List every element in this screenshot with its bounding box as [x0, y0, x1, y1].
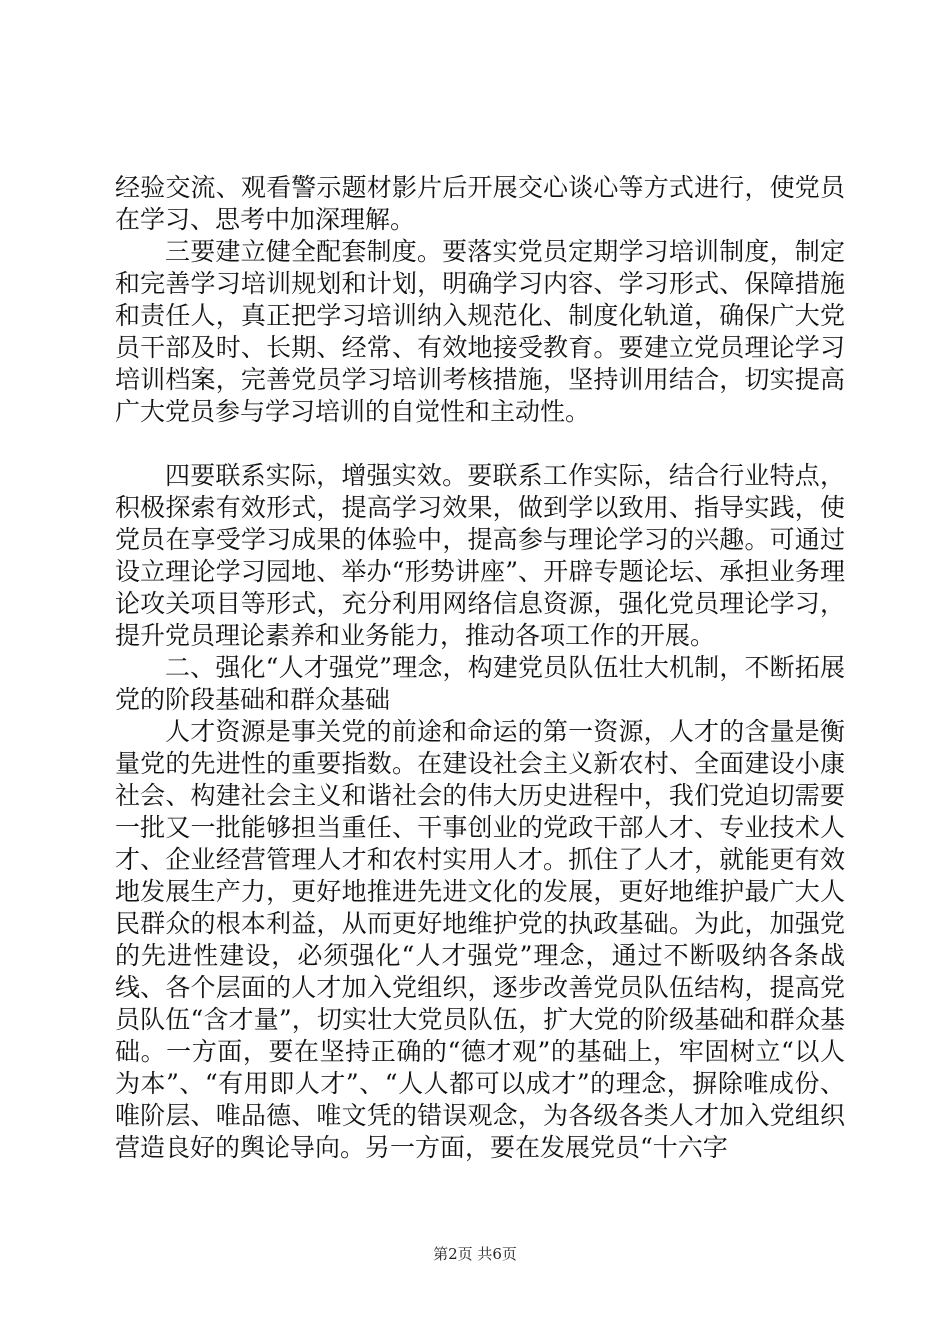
paragraph-gap	[115, 428, 845, 460]
paragraph-talent-resource: 人才资源是事关党的前途和命运的第一资源，人才的含量是衡量党的先进性的重要指数。在建设社会主义新农村、全面建设小康社会、构建社会主义和谐社会的伟大历史进程中，我们党迫切需要一批又一批能够担当重任、干事创业的党政干部人才、专业技术人才、企业经营管理人才和农村实用人才。抓住了人才，就能更有效地发展生产力，更好地推进先进文化的发展，更好地维护最广大人民群众的根本利益，从而更好地维护党的执政基础。为此，加强党的先进性建设，必须强化“人才强党”理念，通过不断吸纳各条战线、各个层面的人才加入党组织，逐步改善党员队伍结构，提高党员队伍“含才量”，切实壮大党员队伍，扩大党的阶级基础和群众基础。一方面，要在坚持正确的“德才观”的基础上，牢固树立“以人为本”、“有用即人才”、“人人都可以成才”的理念，摒除唯成份、唯阶层、唯品德、唯文凭的错误观念，为各级各类人才加入党组织营造良好的舆论导向。另一方面，要在发展党员“十六字	[115, 717, 845, 1162]
paragraph-continuation: 经验交流、观看警示题材影片后开展交心谈心等方式进行，使党员在学习、思考中加深理解。	[115, 173, 845, 234]
section-heading-two: 二、强化“人才强党”理念，构建党员队伍壮大机制，不断拓展党的阶段基础和群众基础	[115, 653, 845, 714]
page-number-footer: 第2页 共6页	[433, 1245, 517, 1263]
paragraph-third-requirement: 三要建立健全配套制度。要落实党员定期学习培训制度，制定和完善学习培训规划和计划，明确学习内容、学习形式、保障措施和责任人，真正把学习培训纳入规范化、制度化轨道，确保广大党员干部及时、长期、经常、有效地接受教育。要建立党员理论学习培训档案，完善党员学习培训考核措施，坚持训用结合，切实提高广大党员参与学习培训的自觉性和主动性。	[115, 237, 845, 426]
paragraph-fourth-requirement: 四要联系实际，增强实效。要联系工作实际，结合行业特点，积极探索有效形式，提高学习效果，做到学以致用、指导实践，使党员在享受学习成果的体验中，提高参与理论学习的兴趣。可通过设立理论学习园地、举办“形势讲座”、开辟专题论坛、承担业务理论攻关项目等形式，充分利用网络信息资源，强化党员理论学习，提升党员理论素养和业务能力，推动各项工作的开展。	[115, 461, 845, 650]
document-body	[115, 172, 845, 1164]
